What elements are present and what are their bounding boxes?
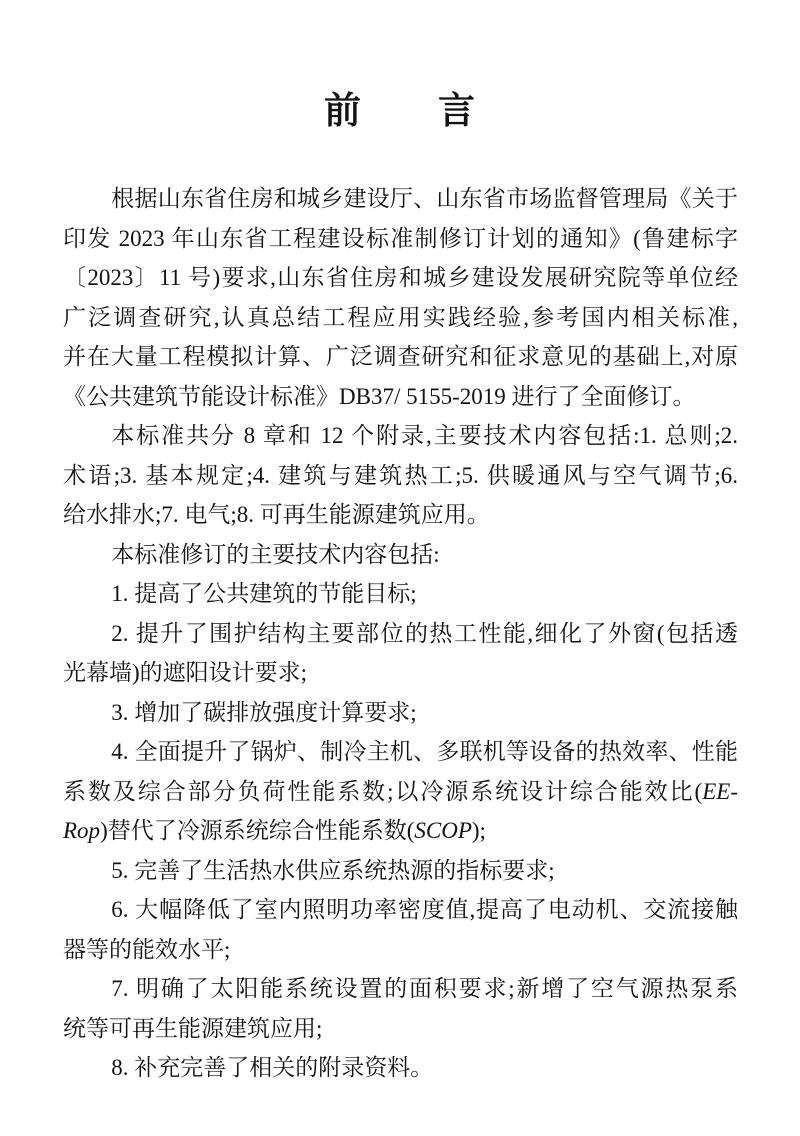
text-segment: 《公共建筑节能设计标准》DB37/ 5155-2019 进行了全面修订。 bbox=[63, 383, 696, 409]
text-line bbox=[63, 495, 738, 535]
text-line bbox=[63, 1009, 738, 1049]
text-segment: 4. 全面提升了锅炉、制冷主机、多联机等设备的热效率、性能 bbox=[111, 739, 738, 764]
text-line bbox=[63, 377, 738, 417]
text-segment: ); bbox=[471, 818, 486, 843]
text-segment: 〔2023〕11 号)要求,山东省住房和城乡建设发展研究院等单位经 bbox=[63, 265, 738, 290]
text-segment: 本标准修订的主要技术内容包括: bbox=[111, 541, 440, 567]
text-line bbox=[63, 535, 738, 575]
text-line bbox=[63, 969, 738, 1009]
text-line bbox=[63, 890, 738, 930]
text-segment: )替代了冷源系统综合性能系数( bbox=[100, 818, 415, 843]
text-segment: 5. 完善了生活热水供应系统热源的指标要求; bbox=[111, 857, 555, 883]
preface-heading: 前 言 bbox=[324, 90, 476, 131]
text-segment: 根据山东省住房和城乡建设厅、山东省市场监督管理局《关于 bbox=[111, 186, 738, 211]
text-line bbox=[63, 219, 738, 259]
text-segment: 6. 大幅降低了室内照明功率密度值,提高了电动机、交流接触 bbox=[111, 897, 738, 922]
text-line bbox=[63, 337, 738, 377]
text-segment: 器等的能效水平; bbox=[63, 936, 231, 962]
text-line bbox=[63, 653, 738, 693]
text-segment: 7. 明确了太阳能系统设置的面积要求;新增了空气源热泵系 bbox=[111, 976, 738, 1001]
text-line bbox=[63, 456, 738, 496]
text-segment: 统等可再生能源建筑应用; bbox=[63, 1015, 323, 1041]
text-line bbox=[63, 574, 738, 614]
text-line bbox=[63, 416, 738, 456]
text-segment: 8. 补充完善了相关的附录资料。 bbox=[111, 1055, 434, 1080]
text-segment: 系数及综合部分负荷性能系数;以冷源系统设计综合能效比( bbox=[63, 778, 703, 804]
text-segment: 并在大量工程模拟计算、广泛调查研究和征求意见的基础上,对原 bbox=[63, 344, 738, 369]
italic-term: EE- bbox=[702, 778, 738, 804]
text-line bbox=[63, 851, 738, 891]
text-line bbox=[63, 298, 738, 338]
text-segment: 本标准共分 8 章和 12 个附录,主要技术内容包括:1. 总则;2. bbox=[111, 423, 738, 448]
italic-term: Rop bbox=[63, 818, 101, 843]
text-segment: 光幕墙)的遮阳设计要求; bbox=[63, 660, 308, 685]
text-segment: 术语;3. 基本规定;4. 建筑与建筑热工;5. 供暖通风与空气调节;6. bbox=[63, 462, 738, 488]
text-segment: 印发 2023 年山东省工程建设标准制修订计划的通知》(鲁建标字 bbox=[63, 225, 738, 251]
text-line bbox=[63, 693, 738, 733]
text-segment: 2. 提升了围护结构主要部位的热工性能,细化了外窗(包括透 bbox=[111, 620, 738, 646]
text-line bbox=[63, 1048, 738, 1088]
text-line bbox=[63, 732, 738, 772]
italic-term: SCOP bbox=[414, 818, 472, 843]
text-line bbox=[63, 258, 738, 298]
text-line bbox=[63, 179, 738, 219]
text-segment: 广泛调查研究,认真总结工程应用实践经验,参考国内相关标准, bbox=[63, 304, 738, 330]
text-line bbox=[63, 930, 738, 970]
text-segment: 3. 增加了碳排放强度计算要求; bbox=[111, 699, 417, 725]
text-line bbox=[63, 811, 738, 851]
text-line bbox=[63, 614, 738, 654]
text-segment: 1. 提高了公共建筑的节能目标; bbox=[111, 581, 417, 606]
text-line bbox=[63, 772, 738, 812]
preface-body bbox=[63, 179, 738, 1088]
text-segment: 给水排水;7. 电气;8. 可再生能源建筑应用。 bbox=[63, 502, 490, 527]
